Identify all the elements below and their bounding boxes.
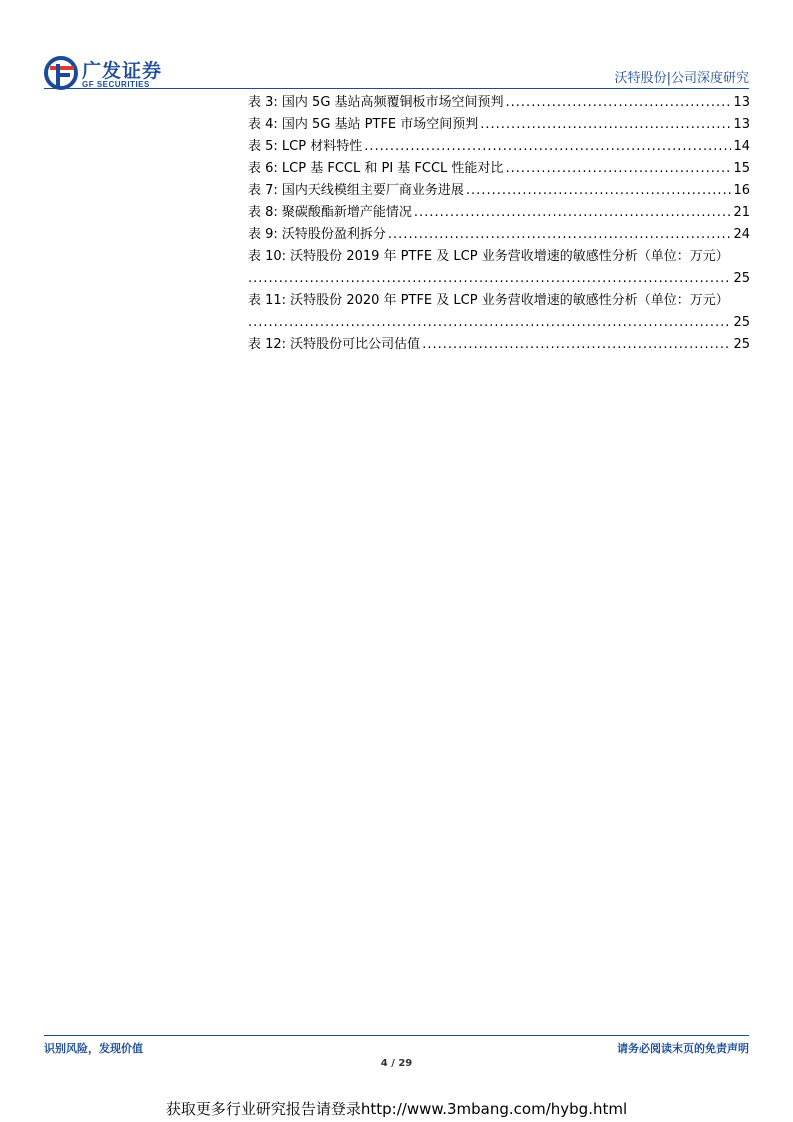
footer-divider — [44, 1035, 749, 1036]
toc-entry[interactable] — [248, 92, 750, 114]
toc-leader — [480, 114, 731, 136]
footer-disclaimer: 请务必阅读末页的免责声明 — [617, 1042, 749, 1055]
toc-label: 表 6: LCP 基 FCCL 和 PI 基 FCCL 性能对比 — [248, 161, 504, 176]
toc-leader — [466, 180, 732, 202]
toc-label: 表 4: 国内 5G 基站 PTFE 市场空间预判 — [248, 117, 479, 132]
toc-entry[interactable] — [248, 334, 750, 356]
download-note: 获取更多行业研究报告请登录http://www.3mbang.com/hybg.html — [165, 1100, 628, 1118]
toc-page: 15 — [733, 161, 750, 176]
toc-label: 表 3: 国内 5G 基站高频覆铜板市场空间预判 — [248, 95, 504, 110]
logo-english-text: GF SECURITIES — [82, 80, 150, 89]
toc-leader — [248, 268, 731, 290]
toc-leader — [505, 158, 731, 180]
toc-leader — [414, 202, 732, 224]
toc-page: 13 — [733, 95, 750, 110]
toc-entry[interactable] — [248, 136, 750, 158]
toc-leader — [506, 92, 732, 114]
toc-label: 表 8: 聚碳酸酯新增产能情况 — [248, 205, 412, 220]
toc-leader — [364, 136, 731, 158]
toc-page: 25 — [733, 271, 750, 286]
toc-page: 13 — [733, 117, 750, 132]
toc-leader — [248, 312, 731, 334]
report-title: 沃特股份|公司深度研究 — [614, 71, 749, 86]
toc-entry[interactable] — [248, 180, 750, 202]
toc-page: 25 — [733, 337, 750, 352]
footer-slogan: 识别风险，发现价值 — [44, 1042, 143, 1055]
toc-entry[interactable] — [248, 224, 750, 246]
toc-label: 表 11: 沃特股份 2020 年 PTFE 及 LCP 业务营收增速的敏感性分析（单位：万元） — [248, 293, 729, 308]
toc-entry-continuation[interactable] — [248, 312, 750, 334]
page-number: 4 / 29 — [380, 1058, 413, 1069]
toc-page: 24 — [733, 227, 750, 242]
toc-entry-continuation[interactable] — [248, 268, 750, 290]
toc-label: 表 10: 沃特股份 2019 年 PTFE 及 LCP 业务营收增速的敏感性分析（单位：万元） — [248, 249, 729, 264]
toc-label: 表 7: 国内天线模组主要厂商业务进展 — [248, 183, 464, 198]
toc-entry[interactable] — [248, 202, 750, 224]
toc-page: 21 — [733, 205, 750, 220]
header-divider — [44, 88, 749, 89]
toc-entry[interactable] — [248, 158, 750, 180]
table-of-contents — [248, 92, 750, 356]
toc-entry[interactable] — [248, 246, 750, 268]
toc-page: 25 — [733, 315, 750, 330]
gf-logo-icon — [44, 56, 78, 90]
logo-chinese-text: 广发证券 — [82, 60, 163, 82]
toc-leader — [422, 334, 731, 356]
toc-entry[interactable] — [248, 290, 750, 312]
toc-page: 14 — [733, 139, 750, 154]
toc-label: 表 9: 沃特股份盈利拆分 — [248, 227, 386, 242]
toc-page: 16 — [733, 183, 750, 198]
toc-leader — [388, 224, 732, 246]
toc-entry[interactable] — [248, 114, 750, 136]
toc-label: 表 12: 沃特股份可比公司估值 — [248, 337, 421, 352]
toc-label: 表 5: LCP 材料特性 — [248, 139, 363, 154]
